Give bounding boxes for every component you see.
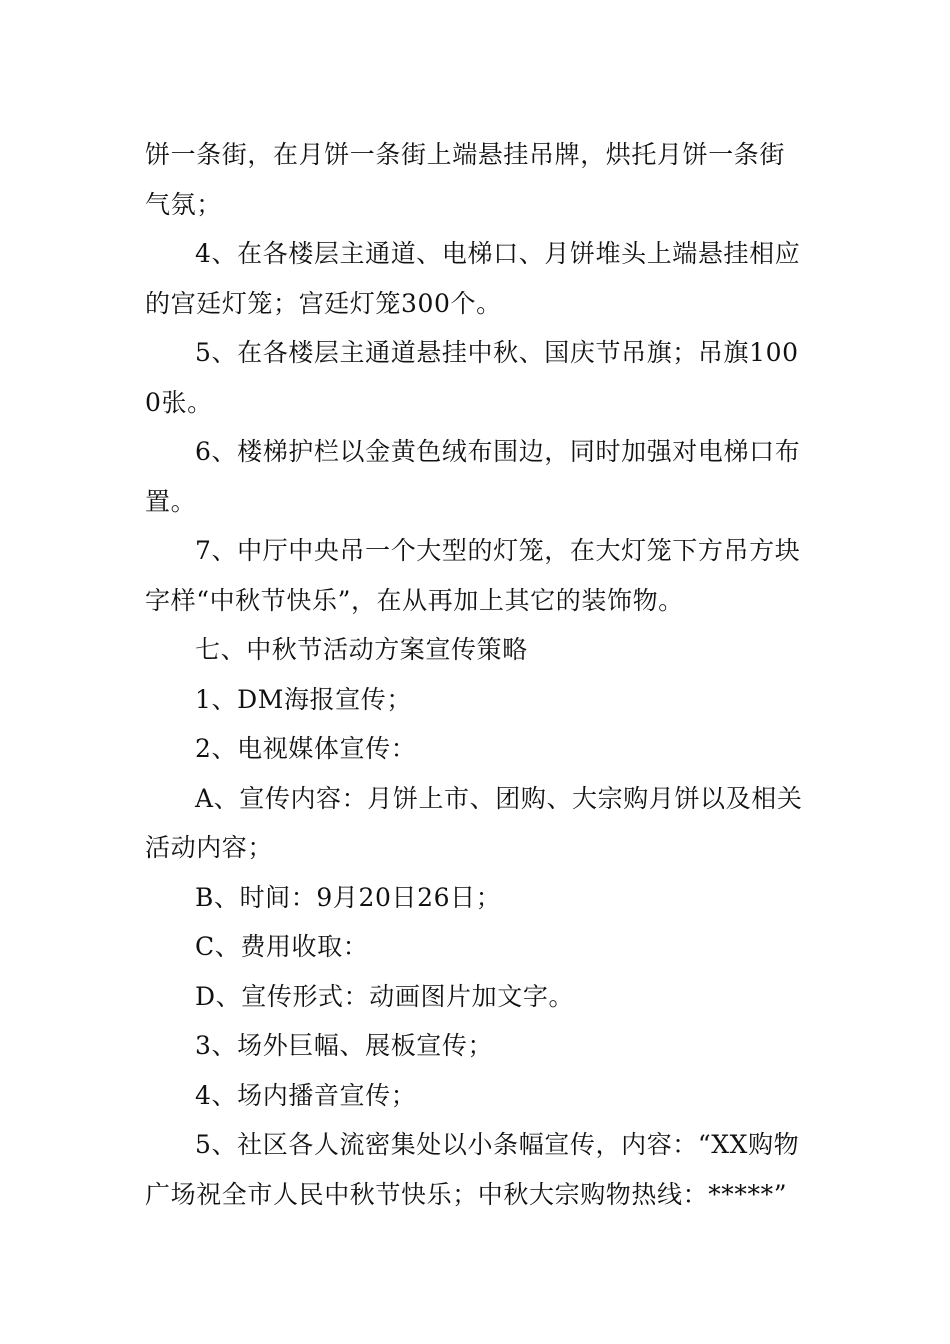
section-heading: 七、中秋节活动方案宣传策略	[195, 635, 528, 664]
sub-item-d: D、宣传形式：动画图片加文字。	[195, 981, 575, 1011]
sub-item-b: B、时间：9月20日26日；	[195, 882, 502, 912]
paragraph-4: 6、楼梯护栏以金黄色绒布围边，同时加强对电梯口布置。	[145, 437, 801, 516]
paragraph-5: 7、中厅中央吊一个大型的灯笼，在大灯笼下方吊方块字样“中秋节快乐”，在从再加上其它的装饰物。	[145, 536, 801, 615]
sub-item-a: A、宣传内容：月饼上市、团购、大宗购月饼以及相关活动内容；	[145, 783, 803, 862]
list-item-broadcast: 4、场内播音宣传；	[195, 1080, 417, 1110]
sub-item-c: C、费用收取：	[195, 932, 369, 961]
list-item-tv-media: 2、电视媒体宣传：	[195, 734, 417, 763]
list-item-dm-poster: 1、DM海报宣传；	[195, 684, 412, 714]
paragraph-3: 5、在各楼层主通道悬挂中秋、国庆节吊旗；吊旗1000张。	[145, 338, 799, 417]
list-item-community-banner: 5、社区各人流密集处以小条幅宣传，内容：“XX购物广场祝全市人民中秋节快乐；中秋大宗购物热线：*****”	[145, 1130, 800, 1209]
paragraph-2: 4、在各楼层主通道、电梯口、月饼堆头上端悬挂相应的宫廷灯笼；宫廷灯笼300个。	[145, 239, 801, 318]
document-body	[145, 130, 810, 1219]
list-item-outdoor-banner: 3、场外巨幅、展板宣传；	[195, 1031, 494, 1060]
paragraph-1: 饼一条街，在月饼一条街上端悬挂吊牌，烘托月饼一条街气氛；	[145, 140, 786, 219]
